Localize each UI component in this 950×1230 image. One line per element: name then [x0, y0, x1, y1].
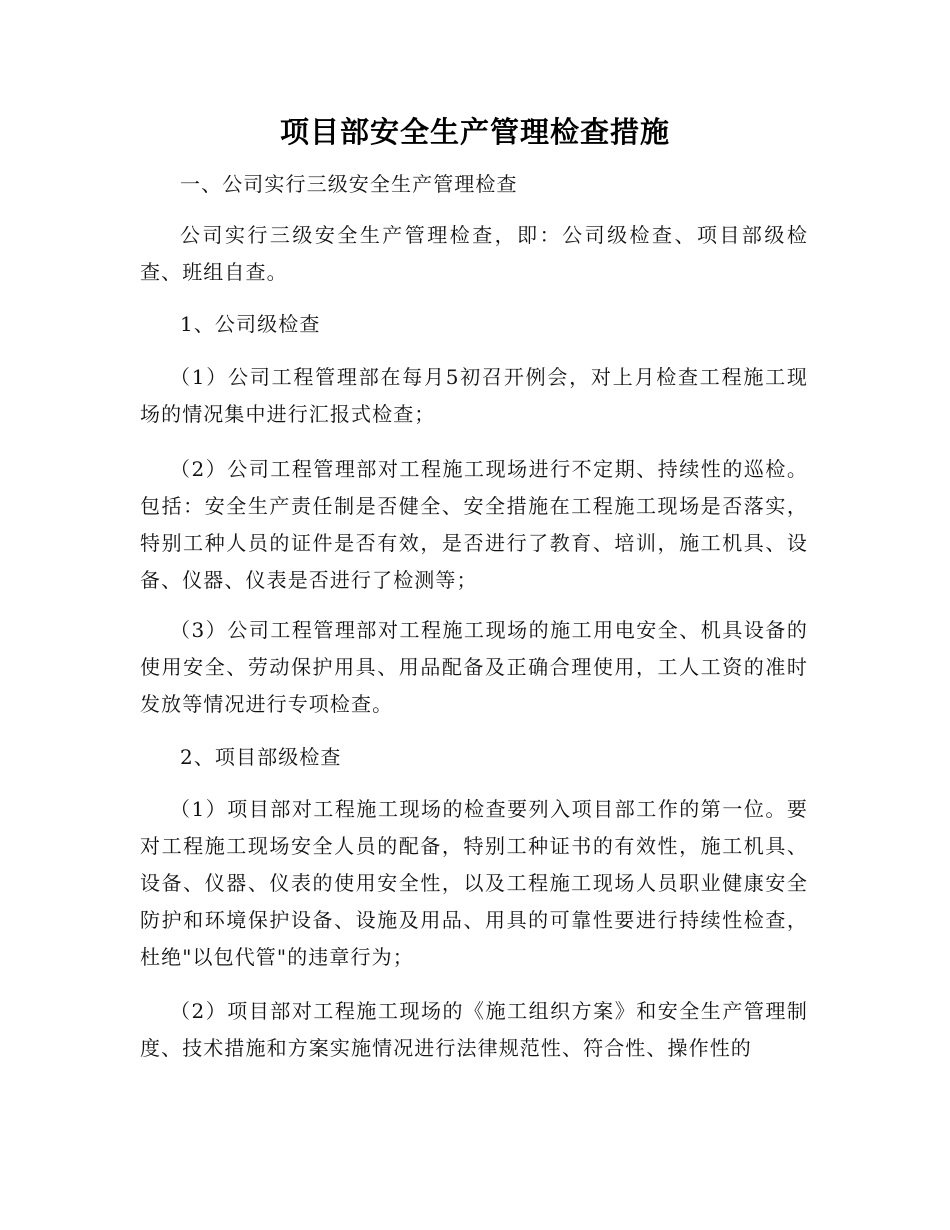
document-title: 项目部安全生产管理检查措施 [279, 115, 670, 149]
paragraph: （1）项目部对工程施工现场的检查要列入项目部工作的第一位。要对工程施工现场安全人员的配备，特别工种证书的有效性，施工机具、设备、仪器、仪表的使用安全性，以及工程施工现场人员职业健康安全防护和环境保护设备、设施及用品、用具的可靠性要进行持续性检查，杜绝"以包代管"的违章行为； [140, 797, 808, 969]
subsection-heading-2: 2、项目部级检查 [180, 745, 342, 769]
paragraph: （1）公司工程管理部在每月5初召开例会，对上月检查工程施工现场的情况集中进行汇报式检查； [140, 365, 808, 426]
paragraph: （2）公司工程管理部对工程施工现场进行不定期、持续性的巡检。包括：安全生产责任制是否健全、安全措施在工程施工现场是否落实，特别工种人员的证件是否有效，是否进行了教育、培训，施工机具、设备、仪器、仪表是否进行了检测等； [140, 457, 808, 592]
section-heading-1: 一、公司实行三级安全生产管理检查 [180, 172, 518, 196]
subsection-heading-1: 1、公司级检查 [180, 312, 321, 336]
paragraph: （2）项目部对工程施工现场的《施工组织方案》和安全生产管理制度、技术措施和方案实施情况进行法律规范性、符合性、操作性的 [140, 999, 808, 1060]
paragraph: （3）公司工程管理部对工程施工现场的施工用电安全、机具设备的使用安全、劳动保护用具、用品配备及正确合理使用，工人工资的准时发放等情况进行专项检查。 [140, 618, 808, 716]
paragraph: 公司实行三级安全生产管理检查，即：公司级检查、项目部级检查、班组自查。 [140, 223, 808, 284]
